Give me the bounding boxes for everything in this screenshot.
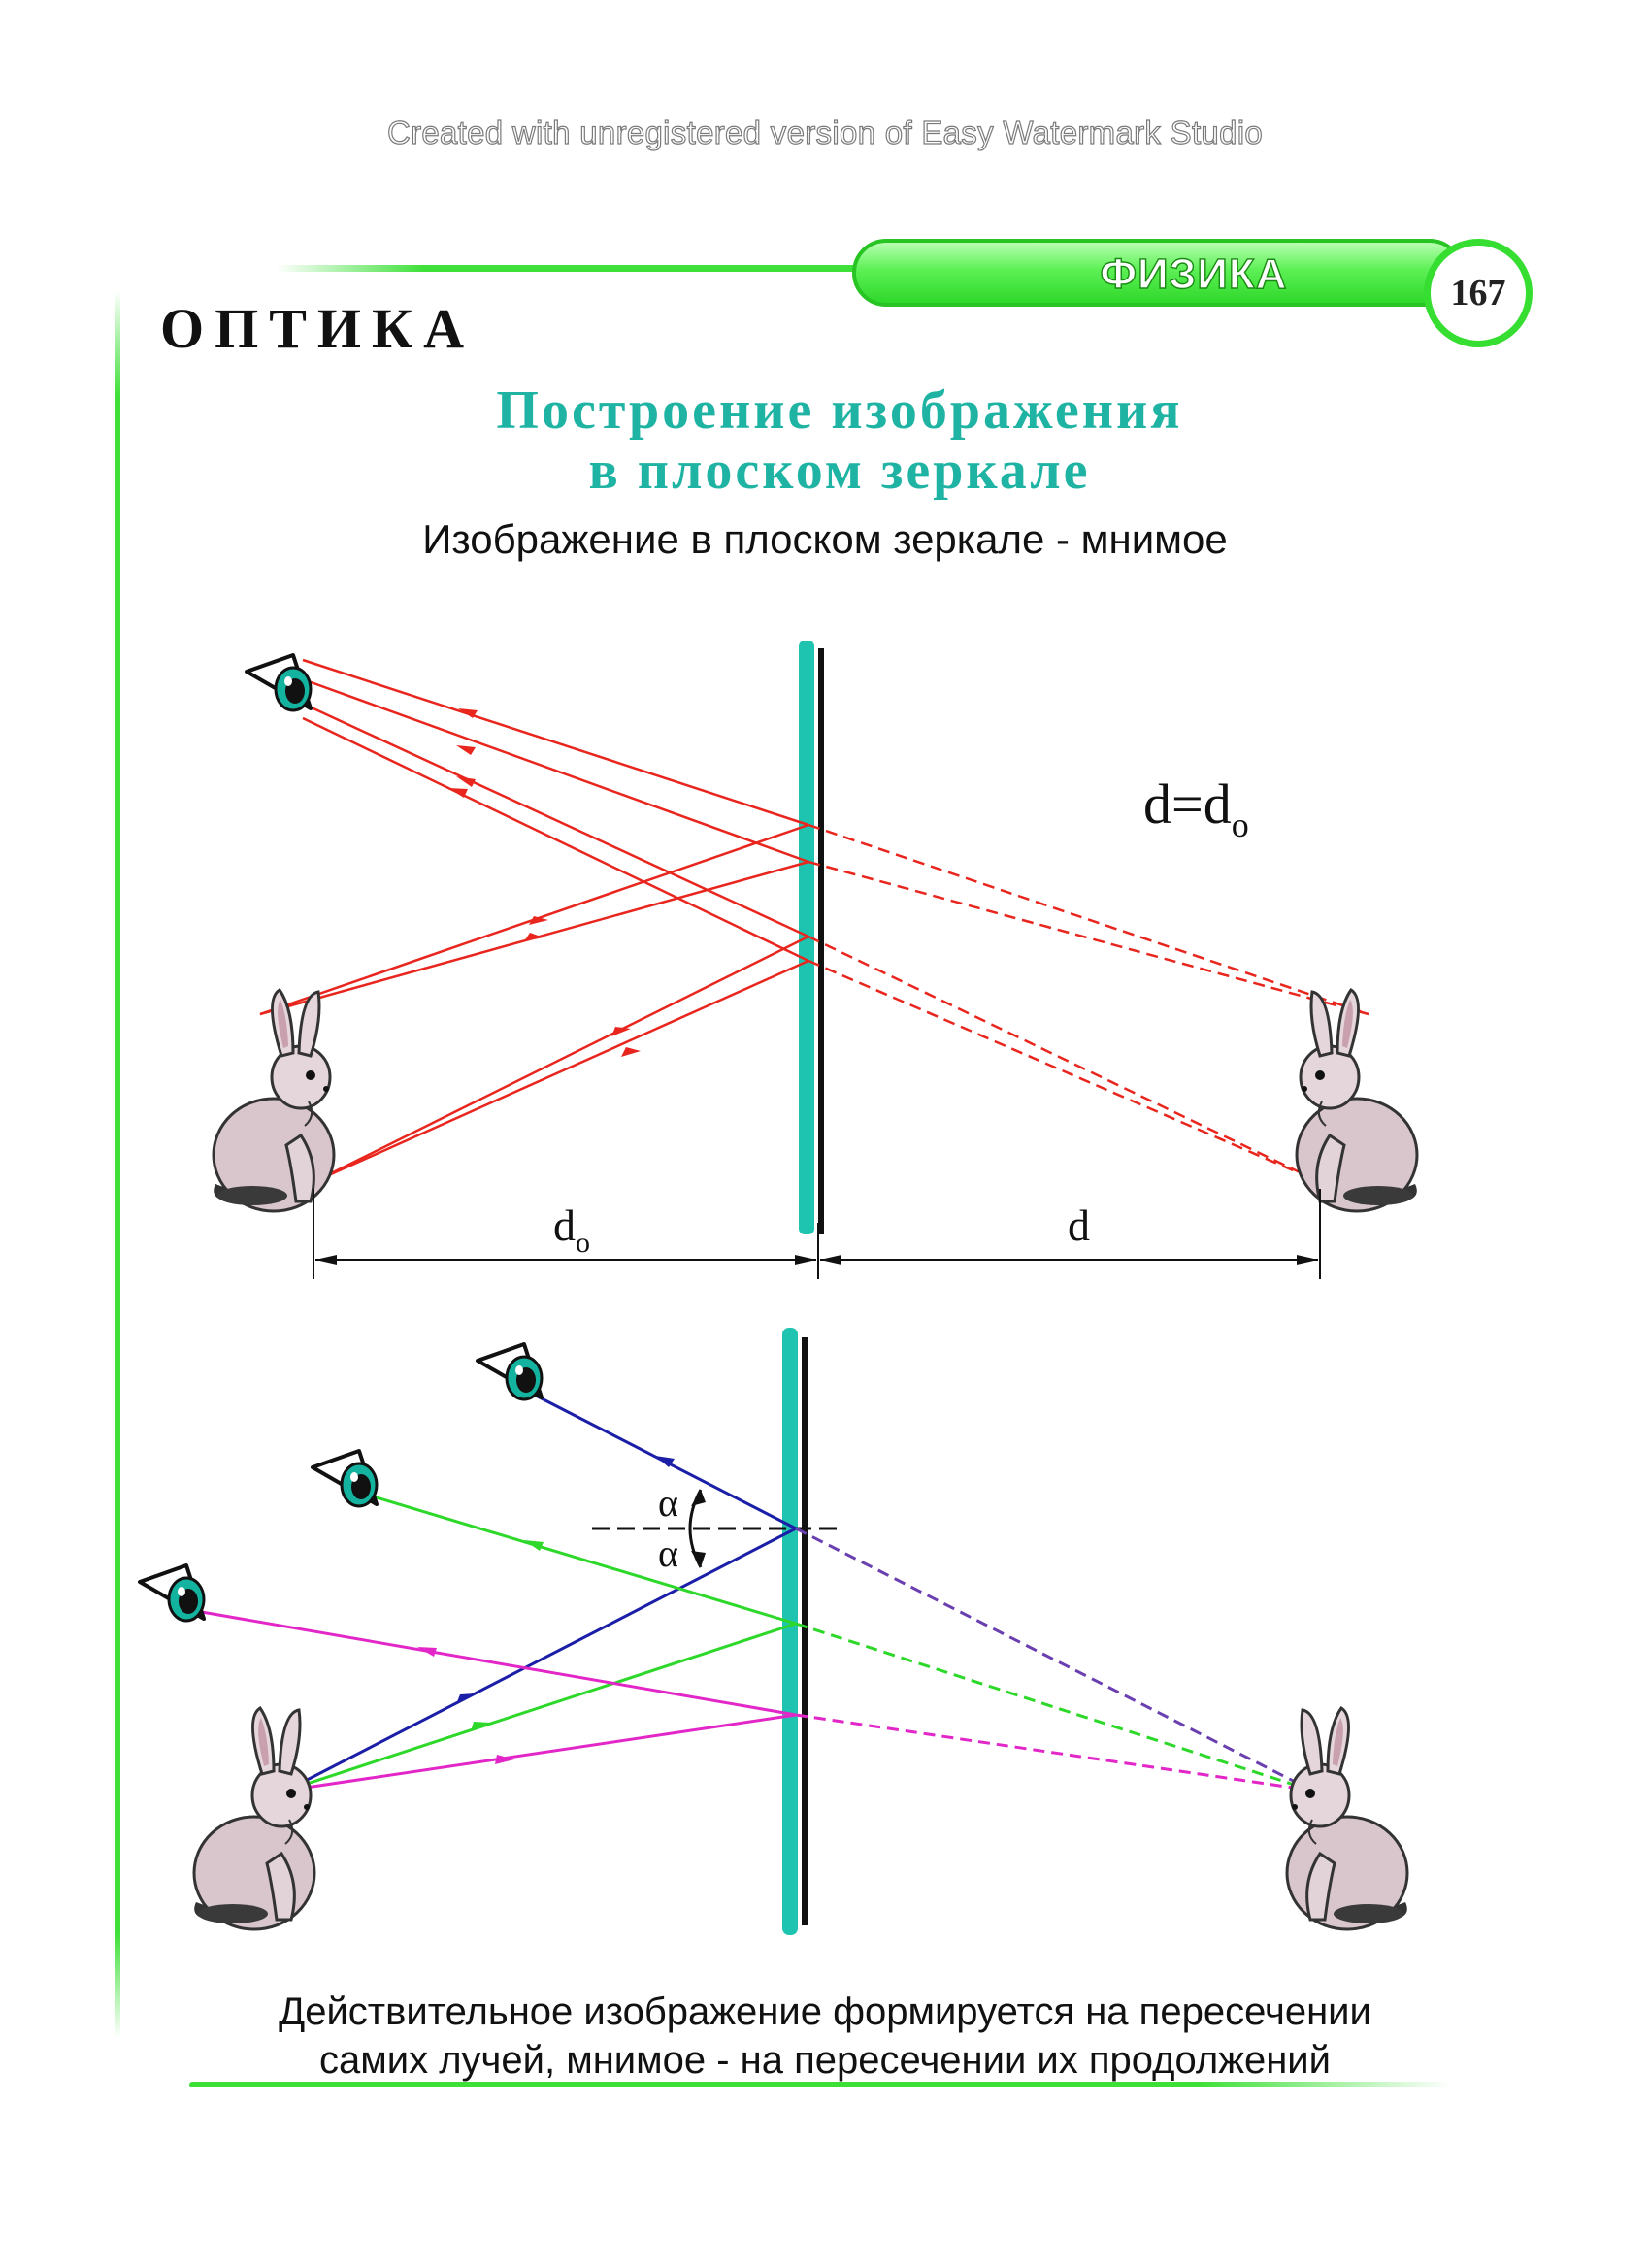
ray-arrow: [611, 1027, 631, 1036]
angle-reflection-label: α: [658, 1531, 678, 1575]
ray-reflected-2: [303, 679, 808, 862]
section-title: ОПТИКА: [160, 297, 475, 360]
bottom-diagram: [140, 1328, 1407, 1935]
rabbit-object-icon: [214, 990, 334, 1211]
label-object-distance: $d_o$: [553, 1200, 590, 1259]
topic-title-line-1: Построение изображения: [496, 380, 1183, 441]
top-diagram: [214, 641, 1417, 1279]
eye-icon-blue: [478, 1344, 542, 1399]
caption-line-1: Действительное изображение формируется на пересечении: [279, 1990, 1371, 2033]
bottom-mirror-backing: [802, 1337, 808, 1925]
label-image-distance: d: [1068, 1200, 1090, 1250]
ray-extension-4: [808, 961, 1320, 1182]
ray-arrow: [529, 916, 548, 925]
bottom-rule: [189, 2082, 1451, 2087]
ray-arrow: [524, 933, 544, 941]
ray-green-incident: [286, 1624, 796, 1791]
ray-arrow: [456, 745, 476, 755]
topic-title-line-2: в плоском зеркале: [588, 441, 1091, 501]
ray-incident-4: [314, 961, 808, 1182]
ray-incident-3: [314, 937, 808, 1182]
ray-magenta-extension: [796, 1715, 1312, 1791]
eye-icon-magenta: [140, 1565, 204, 1621]
caption-line-2: самих лучей, мнимое - на пересечении их продолжений: [319, 2039, 1331, 2082]
watermark-text: Created with unregistered version of Easy Watermark Studio: [386, 115, 1264, 150]
eye-icon-green: [313, 1451, 377, 1506]
ray-green-reflected: [367, 1495, 796, 1624]
ray-extension-1: [808, 825, 1369, 1014]
subject-label: ФИЗИКА: [1100, 250, 1288, 298]
ray-arrow: [456, 776, 476, 787]
formula-distance-equality: $d=d_o$: [1143, 772, 1249, 844]
ray-reflected-3: [303, 704, 808, 937]
ray-magenta-reflected: [196, 1611, 796, 1715]
rabbit-image-icon: [1287, 1708, 1407, 1929]
ray-extension-3: [808, 937, 1320, 1182]
ray-green-extension: [796, 1624, 1312, 1791]
ray-arrow: [621, 1047, 641, 1057]
ray-reflected-1: [303, 660, 808, 825]
ray-extension-2: [808, 862, 1369, 1014]
eye-icon: [247, 655, 311, 710]
subtitle: Изображение в плоском зеркале - мнимое: [422, 516, 1228, 562]
bottom-mirror: [782, 1328, 798, 1935]
angle-incidence-label: α: [658, 1481, 678, 1525]
ray-reflected-4: [303, 718, 808, 961]
page-number: 167: [1424, 239, 1533, 347]
rabbit-image-icon: [1297, 990, 1417, 1211]
rabbit-object-icon: [194, 1708, 314, 1929]
